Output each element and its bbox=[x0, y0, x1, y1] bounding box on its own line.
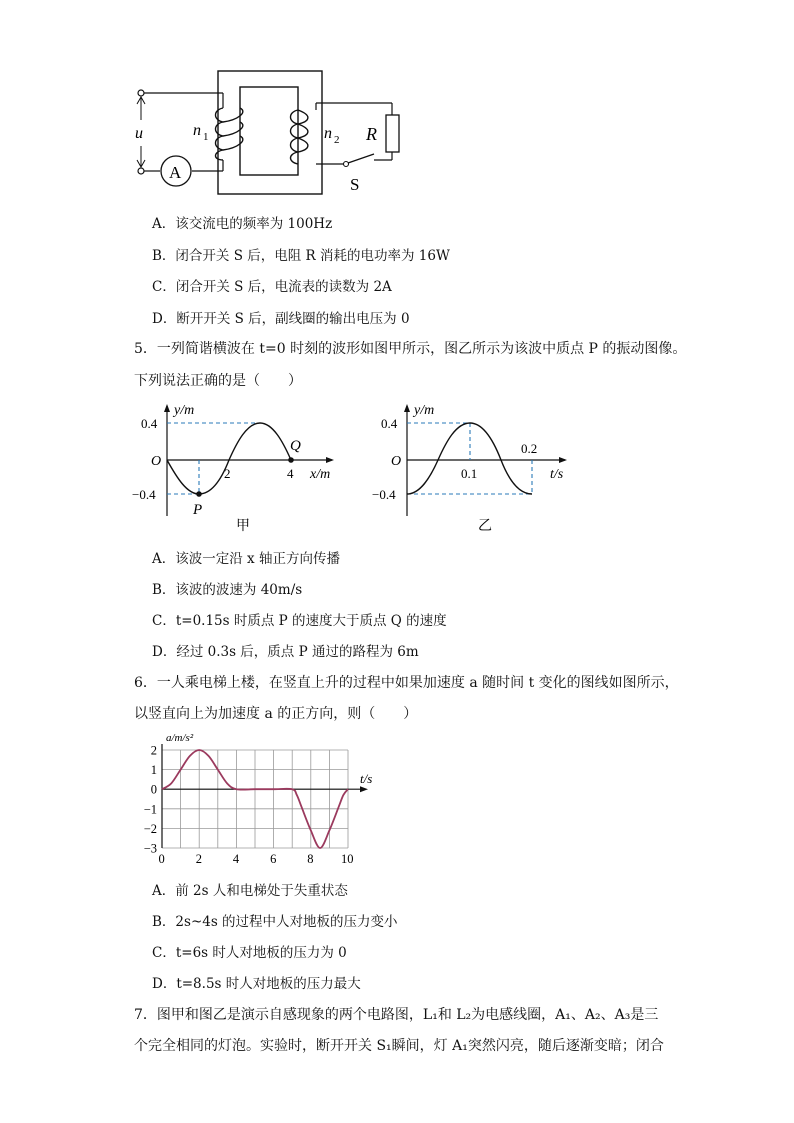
secondary-coil bbox=[291, 110, 308, 164]
q5-stem-line1: 5．一列简谐横波在 t=0 时刻的波形如图甲所示，图乙所示为该波中质点 P 的振动图像。 bbox=[134, 341, 687, 357]
x-tick-label: 6 bbox=[270, 852, 277, 866]
q4-option-d[interactable]: D．断开开关 S 后，副线圈的输出电压为 0 bbox=[152, 311, 410, 327]
yi-origin: O bbox=[391, 454, 402, 469]
jia-tick-x4: 4 bbox=[287, 466, 294, 481]
q5-stem-line2: 下列说法正确的是（ ） bbox=[134, 373, 302, 389]
resistor-label: R bbox=[366, 124, 377, 144]
point-q bbox=[288, 457, 294, 463]
yi-tick-t02: 0.2 bbox=[521, 441, 538, 456]
acceleration-chart bbox=[138, 728, 388, 868]
q6-option-c[interactable]: C．t=6s 时人对地板的压力为 0 bbox=[152, 945, 347, 961]
jia-caption: 甲 bbox=[236, 519, 250, 534]
n1-subscript: 1 bbox=[203, 131, 209, 143]
x-tick-label: 4 bbox=[232, 852, 240, 866]
chart-x-label: t/s bbox=[360, 771, 373, 786]
y-tick-label: 0 bbox=[150, 782, 157, 797]
jia-origin: O bbox=[151, 454, 162, 469]
switch-label: S bbox=[350, 175, 360, 194]
jia-tick-x2: 2 bbox=[224, 466, 231, 481]
switch-blade bbox=[348, 154, 374, 163]
q6-option-a[interactable]: A．前 2s 人和电梯处于失重状态 bbox=[152, 883, 348, 899]
terminal-bottom bbox=[138, 168, 144, 174]
q6-stem-line2: 以竖直向上为加速度 a 的正方向，则（ ） bbox=[134, 706, 418, 722]
n1-label: n bbox=[193, 122, 201, 139]
chart-x-arrow bbox=[360, 786, 368, 792]
voltage-label: u bbox=[135, 125, 143, 142]
q5-option-b[interactable]: B．该波的波速为 40m/s bbox=[152, 582, 303, 598]
yi-y-label: y/m bbox=[414, 403, 435, 418]
y-tick-label: 2 bbox=[150, 743, 157, 758]
q6-option-d[interactable]: D．t=8.5s 时人对地板的压力最大 bbox=[152, 976, 361, 992]
x-tick-label: 8 bbox=[307, 852, 314, 866]
yi-x-label: t/s bbox=[550, 467, 564, 482]
resistor bbox=[386, 115, 399, 152]
yi-tick-t01: 0.1 bbox=[461, 466, 478, 481]
primary-coil bbox=[216, 108, 243, 160]
q6-option-b[interactable]: B．2s~4s 的过程中人对地板的压力变小 bbox=[152, 914, 398, 930]
jia-y-label: y/m bbox=[174, 403, 195, 418]
x-tick-label: 2 bbox=[195, 852, 202, 866]
jia-tick-m04: −0.4 bbox=[132, 487, 156, 502]
yi-tick-04: 0.4 bbox=[381, 416, 398, 431]
chart-y-label: a/m/s² bbox=[166, 732, 194, 744]
q6-stem-line1: 6．一人乘电梯上楼，在竖直上升的过程中如果加速度 a 随时间 t 变化的图线如图所示， bbox=[134, 675, 679, 691]
x-tick-label: 0 bbox=[158, 852, 165, 866]
yi-tick-m04: −0.4 bbox=[372, 487, 396, 502]
q4-option-c[interactable]: C．闭合开关 S 后，电流表的读数为 2A bbox=[152, 279, 392, 295]
switch-contact-left bbox=[344, 162, 349, 167]
n2-subscript: 2 bbox=[334, 134, 340, 146]
n2-label: n bbox=[324, 125, 332, 142]
x-tick-label: 10 bbox=[341, 852, 354, 866]
ammeter-label: A bbox=[169, 163, 182, 182]
q4-option-b[interactable]: B．闭合开关 S 后，电阻 R 消耗的电功率为 16W bbox=[152, 248, 450, 264]
wave-graph-jia bbox=[132, 398, 352, 538]
terminal-top bbox=[138, 90, 144, 96]
q5-option-d[interactable]: D．经过 0.3s 后，质点 P 通过的路程为 6m bbox=[152, 644, 419, 660]
jia-waveform bbox=[167, 423, 291, 494]
q5-option-a[interactable]: A．该波一定沿 x 轴正方向传播 bbox=[152, 551, 340, 567]
q7-stem-line2: 个完全相同的灯泡。实验时，断开开关 S₁瞬间，灯 A₁突然闪亮，随后逐渐变暗；闭合 bbox=[134, 1038, 664, 1054]
q5-option-c[interactable]: C．t=0.15s 时质点 P 的速度大于质点 Q 的速度 bbox=[152, 613, 447, 629]
transformer-core-inner bbox=[240, 87, 298, 175]
transformer-circuit bbox=[120, 60, 420, 200]
y-tick-label: −3 bbox=[143, 841, 157, 856]
q7-stem-line1: 7．图甲和图乙是演示自感现象的两个电路图，L₁和 L₂为电感线圈，A₁、A₂、A₃是三 bbox=[134, 1007, 659, 1023]
point-p bbox=[196, 491, 202, 497]
y-tick-label: −2 bbox=[143, 821, 157, 836]
jia-label-p: P bbox=[193, 502, 203, 518]
yi-caption: 乙 bbox=[478, 519, 492, 534]
vibration-graph-yi bbox=[370, 398, 590, 538]
jia-label-q: Q bbox=[290, 438, 301, 454]
q4-option-a[interactable]: A．该交流电的频率为 100Hz bbox=[152, 216, 333, 232]
y-tick-label: −1 bbox=[143, 802, 157, 817]
jia-x-label: x/m bbox=[310, 467, 331, 482]
jia-tick-04: 0.4 bbox=[141, 416, 158, 431]
y-tick-label: 1 bbox=[150, 763, 157, 778]
